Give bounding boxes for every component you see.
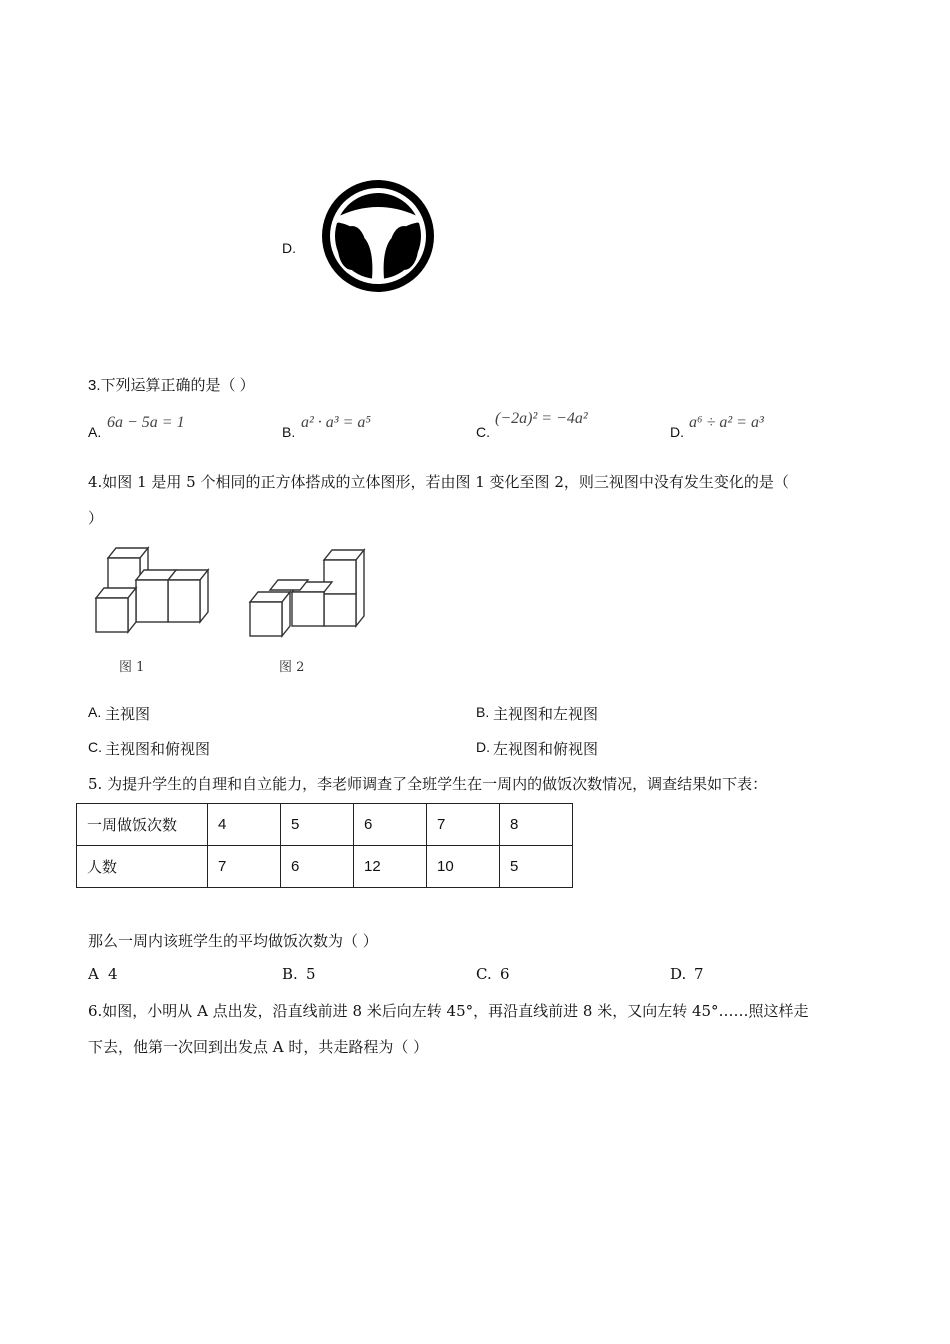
q5-option-a-letter: A (88, 965, 99, 983)
table-row-header: 人数 (77, 846, 208, 888)
q4-option-c-letter: C. (88, 739, 102, 755)
q4-option-c-text: 主视图和俯视图 (105, 741, 211, 758)
table-cell: 5 (281, 804, 354, 846)
q5-data-table (76, 803, 573, 888)
q4-option-a-text: 主视图 (105, 706, 151, 723)
q3-option-d-letter: D. (670, 424, 684, 440)
q4-stem-line2: ） (88, 509, 104, 527)
q3-option-a-math: 6a − 5a = 1 (107, 414, 185, 431)
circular-logo-figure (318, 178, 438, 294)
table-cell: 8 (500, 804, 573, 846)
q4-option-b-text: 主视图和左视图 (493, 706, 599, 723)
q5-option-d-value: 7 (694, 965, 704, 983)
q5-option-a-value: 4 (108, 965, 118, 983)
q3-option-d-math: a⁶ ÷ a² = a³ (689, 414, 764, 431)
table-cell: 6 (354, 804, 427, 846)
q4-option-a-letter: A. (88, 704, 102, 720)
table-row (77, 846, 573, 888)
table-cell: 4 (208, 804, 281, 846)
q5-stem: 5. 为提升学生的自理和自立能力，李老师调查了全班学生在一周内的做饭次数情况，调查结果如下表： (88, 775, 768, 793)
q5-question: 那么一周内该班学生的平均做饭次数为（ ） (88, 932, 378, 950)
q6-line2: 下去，他第一次回到出发点 A 时，共走路程为（ ） (88, 1038, 429, 1056)
q5-option-b-value: 5 (306, 965, 316, 983)
table-cell: 6 (281, 846, 354, 888)
q6-line1: 6.如图，小明从 A 点出发，沿直线前进 8 米后向左转 45°，再沿直线前进 8 米，又向左转 45°……照这样走 (88, 1002, 809, 1020)
table-cell: 5 (500, 846, 573, 888)
q4-stem-line1: 4.如图 1 是用 5 个相同的正方体搭成的立体图形，若由图 1 变化至图 2，则三视图中没有发生变化的是（ (88, 473, 789, 491)
q4-option-d-text: 左视图和俯视图 (493, 741, 599, 758)
q4-option-d-letter: D. (476, 739, 490, 755)
q5-option-c-value: 6 (500, 965, 510, 983)
table-cell: 10 (427, 846, 500, 888)
q3-option-a-letter: A. (88, 424, 102, 440)
q3-option-b-letter: B. (282, 424, 296, 440)
table-cell: 7 (208, 846, 281, 888)
figure-1-cubes (90, 542, 220, 638)
table-row (77, 804, 573, 846)
table-row-header: 一周做饭次数 (77, 804, 208, 846)
q2-option-d-label: D. (282, 240, 296, 256)
q5-option-c-letter: C. (476, 965, 492, 983)
q4-option-b-letter: B. (476, 704, 490, 720)
table-cell: 7 (427, 804, 500, 846)
figure-2-cubes (246, 546, 370, 640)
q3-option-c-math: (−2a)² = −4a² (495, 410, 588, 427)
q3-option-b-math: a² · a³ = a⁵ (301, 414, 371, 431)
figure-2-caption: 图 2 (279, 660, 305, 675)
q5-option-d-letter: D. (670, 965, 687, 983)
q5-option-b-letter: B. (282, 965, 298, 983)
table-cell: 12 (354, 846, 427, 888)
q3-option-c-letter: C. (476, 424, 490, 440)
figure-1-caption: 图 1 (119, 660, 145, 675)
q3-stem: 3.下列运算正确的是（ ） (88, 377, 255, 394)
